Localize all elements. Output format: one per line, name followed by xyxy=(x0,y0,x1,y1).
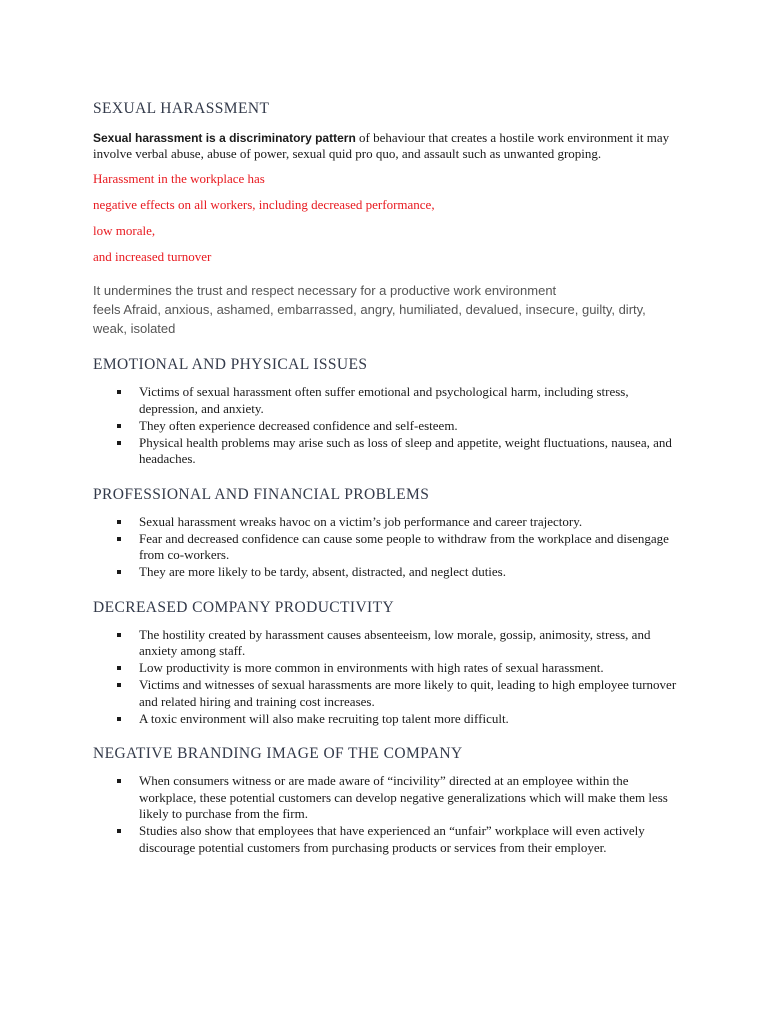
section-list-emotional xyxy=(93,384,683,468)
list-item-text: Low productivity is more common in environments with high rates of sexual harassment. xyxy=(139,660,604,675)
document-body xyxy=(93,100,683,857)
list-item xyxy=(93,711,683,728)
grey-paragraph xyxy=(93,281,683,338)
intro-paragraph xyxy=(93,130,683,162)
list-item-text: Physical health problems may arise such as loss of sleep and appetite, weight fluctuations, nausea, and headaches. xyxy=(139,434,672,466)
grey-line-1: It undermines the trust and respect necessary for a productive work environment xyxy=(93,283,557,298)
list-item xyxy=(93,514,683,531)
bullet-square-icon xyxy=(117,570,121,574)
list-item-text: Studies also show that employees that have experienced an “unfair” workplace will even actively discourage potential customers from purchasing products or services from their employer. xyxy=(139,823,645,855)
bullet-square-icon xyxy=(117,683,121,687)
list-item xyxy=(93,531,683,564)
bullet-square-icon xyxy=(117,537,121,541)
red-line-1: Harassment in the workplace has xyxy=(93,171,265,186)
bullet-square-icon xyxy=(117,779,121,783)
bullet-square-icon xyxy=(117,829,121,833)
list-item xyxy=(93,418,683,435)
bullet-square-icon xyxy=(117,666,121,670)
list-item-text: They are more likely to be tardy, absent, distracted, and neglect duties. xyxy=(139,564,506,579)
list-item xyxy=(93,564,683,581)
section-list-professional xyxy=(93,514,683,581)
list-item-text: Sexual harassment wreaks havoc on a victim’s job performance and career trajectory. xyxy=(139,513,583,529)
list-item xyxy=(93,677,683,710)
red-line-3: low morale, xyxy=(93,223,156,238)
document-title: SEXUAL HARASSMENT xyxy=(93,100,270,117)
grey-line-2: feels Afraid, anxious, ashamed, embarrassed, angry, humiliated, devalued, insecure, guilty, dirty, weak, isolated xyxy=(93,302,646,336)
list-item xyxy=(93,823,683,856)
section-heading-emotional: EMOTIONAL AND PHYSICAL ISSUES xyxy=(93,356,368,373)
bullet-square-icon xyxy=(117,520,121,524)
list-item xyxy=(93,435,683,468)
section-heading-branding: NEGATIVE BRANDING IMAGE OF THE COMPANY xyxy=(93,745,463,762)
red-line-4: and increased turnover xyxy=(93,249,212,264)
list-item xyxy=(93,773,683,823)
section-list-productivity xyxy=(93,627,683,728)
list-item-text: The hostility created by harassment causes absenteeism, low morale, gossip, animosity, stress, and anxiety among staff. xyxy=(139,626,651,658)
list-item-text: They often experience decreased confidence and self-esteem. xyxy=(139,417,458,433)
red-line-2: negative effects on all workers, including decreased performance, xyxy=(93,197,435,212)
bullet-square-icon xyxy=(117,717,121,721)
intro-lead: Sexual harassment is a discriminatory pattern xyxy=(93,131,356,145)
bullet-square-icon xyxy=(117,441,121,445)
list-item-text: Victims of sexual harassment often suffer emotional and psychological harm, including stress, depression, and anxiety. xyxy=(139,384,629,416)
list-item-text: When consumers witness or are made aware of “incivility” directed at an employee within the workplace, these potential customers can develop negative generalizations which will make them less likely to purchase from the firm. xyxy=(139,773,668,821)
section-list-branding xyxy=(93,773,683,856)
list-item-text: A toxic environment will also make recruiting top talent more difficult. xyxy=(139,710,509,726)
section-heading-professional: PROFESSIONAL AND FINANCIAL PROBLEMS xyxy=(93,485,430,503)
bullet-square-icon xyxy=(117,390,121,394)
section-heading-productivity: DECREASED COMPANY PRODUCTIVITY xyxy=(93,598,395,616)
list-item xyxy=(93,627,683,660)
bullet-square-icon xyxy=(117,633,121,637)
list-item-text: Victims and witnesses of sexual harassments are more likely to quit, leading to high employee turnover and related hiring and training cost increases. xyxy=(139,677,677,709)
list-item xyxy=(93,384,683,417)
intro-rest: of behaviour that creates a hostile work environment it may involve verbal abuse, abuse of power, sexual quid pro quo, and assault such as unwanted groping. xyxy=(93,130,670,161)
list-item xyxy=(93,660,683,677)
bullet-square-icon xyxy=(117,424,121,428)
list-item-text: Fear and decreased confidence can cause some people to withdraw from the workplace and disengage from co-workers. xyxy=(139,530,669,562)
